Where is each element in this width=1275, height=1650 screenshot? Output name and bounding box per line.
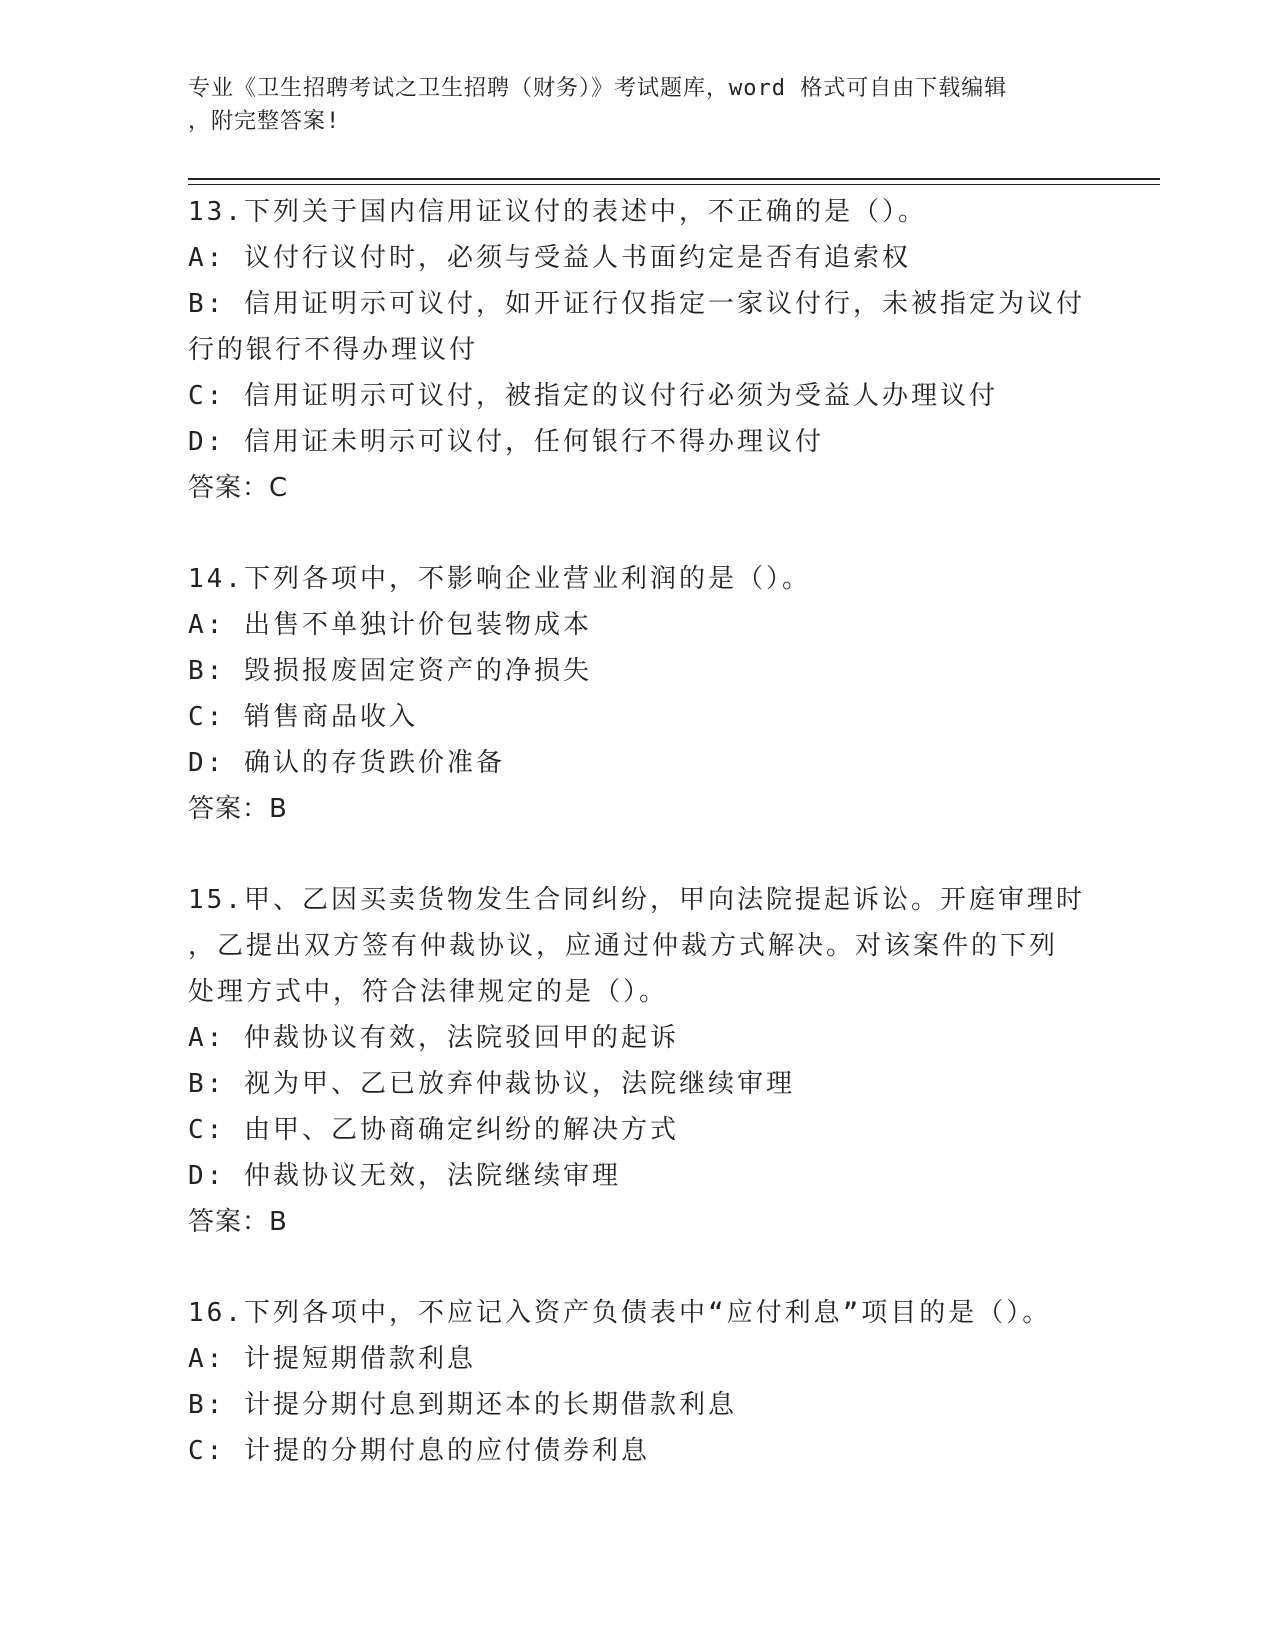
answer: 答案：C xyxy=(188,473,289,503)
question-13 xyxy=(188,189,1088,511)
header-line-1: 专业《卫生招聘考试之卫生招聘（财务）》考试题库，word 格式可自由下载编辑 xyxy=(188,76,1008,101)
option-b-continued: 行的银行不得办理议付 xyxy=(188,335,479,365)
question-stem: 14.下列各项中，不影响企业营业利润的是（）。 xyxy=(188,564,811,594)
option-d: D: 信用证未明示可议付，任何银行不得办理议付 xyxy=(188,427,824,457)
option-b: B: 信用证明示可议付，如开证行仅指定一家议付行，未被指定为议付 xyxy=(188,289,1085,319)
option-c: C: 由甲、乙协商确定纠纷的解决方式 xyxy=(188,1115,679,1145)
option-d: D: 仲裁协议无效，法院继续审理 xyxy=(188,1161,621,1191)
question-list xyxy=(188,189,1088,1474)
option-a: A: 出售不单独计价包装物成本 xyxy=(188,610,592,640)
question-16 xyxy=(188,1290,1088,1474)
question-stem: 15.甲、乙因买卖货物发生合同纠纷，甲向法院提起诉讼。开庭审理时 xyxy=(188,885,1085,915)
answer: 答案：B xyxy=(188,794,288,824)
question-15 xyxy=(188,877,1088,1245)
option-b: B: 计提分期付息到期还本的长期借款利息 xyxy=(188,1390,737,1420)
question-14 xyxy=(188,556,1088,832)
option-c: C: 信用证明示可议付，被指定的议付行必须为受益人办理议付 xyxy=(188,381,998,411)
header-line-2: ，附完整答案! xyxy=(188,109,341,134)
question-stem: 16.下列各项中，不应记入资产负债表中“应付利息”项目的是（）。 xyxy=(188,1298,1052,1328)
document-header xyxy=(188,72,1068,138)
option-c: C: 销售商品收入 xyxy=(188,702,418,732)
option-a: A: 仲裁协议有效，法院驳回甲的起诉 xyxy=(188,1023,679,1053)
answer: 答案：B xyxy=(188,1207,288,1237)
header-divider-thin xyxy=(188,184,1160,185)
question-stem-continued: 处理方式中，符合法律规定的是（）。 xyxy=(188,977,669,1007)
question-stem-continued: ，乙提出双方签有仲裁协议，应通过仲裁方式解决。对该案件的下列 xyxy=(188,931,1059,961)
option-a: A: 计提短期借款利息 xyxy=(188,1344,476,1374)
option-a: A: 议付行议付时，必须与受益人书面约定是否有追索权 xyxy=(188,243,911,273)
option-c: C: 计提的分期付息的应付债券利息 xyxy=(188,1436,650,1466)
option-d: D: 确认的存货跌价准备 xyxy=(188,748,505,778)
option-b: B: 毁损报废固定资产的净损失 xyxy=(188,656,592,686)
question-stem: 13.下列关于国内信用证议付的表述中，不正确的是（）。 xyxy=(188,197,927,227)
header-divider xyxy=(188,178,1160,180)
option-b: B: 视为甲、乙已放弃仲裁协议，法院继续审理 xyxy=(188,1069,795,1099)
